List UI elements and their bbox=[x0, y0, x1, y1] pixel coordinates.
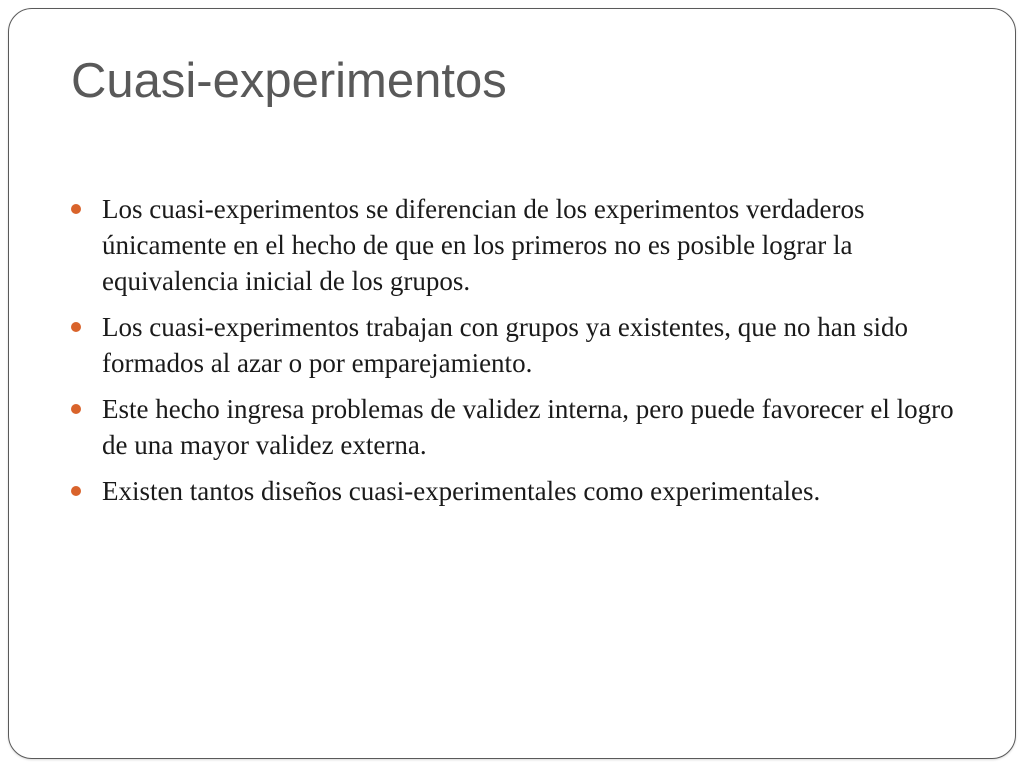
list-item bbox=[71, 309, 981, 381]
slide-frame bbox=[8, 8, 1016, 759]
bullet-list bbox=[71, 191, 981, 519]
bullet-text: Los cuasi-experimentos trabajan con grupos ya existentes, que no han sido formados al azar o por emparejamiento. bbox=[102, 312, 909, 378]
bullet-dot-icon bbox=[71, 404, 81, 414]
bullet-dot-icon bbox=[71, 322, 81, 332]
list-item bbox=[71, 473, 981, 509]
bullet-text: Existen tantos diseños cuasi-experimentales como experimentales. bbox=[102, 476, 821, 506]
bullet-text: Los cuasi-experimentos se diferencian de los experimentos verdaderos únicamente en el hecho de que en los primeros no es posible lograr la equivalencia inicial de los grupos. bbox=[102, 194, 865, 296]
list-item bbox=[71, 391, 981, 463]
bullet-dot-icon bbox=[71, 204, 81, 214]
bullet-text: Este hecho ingresa problemas de validez interna, pero puede favorecer el logro de una mayor validez externa. bbox=[102, 394, 954, 460]
list-item bbox=[71, 191, 981, 299]
bullet-dot-icon bbox=[71, 486, 81, 496]
slide-title: Cuasi-experimentos bbox=[71, 54, 507, 108]
